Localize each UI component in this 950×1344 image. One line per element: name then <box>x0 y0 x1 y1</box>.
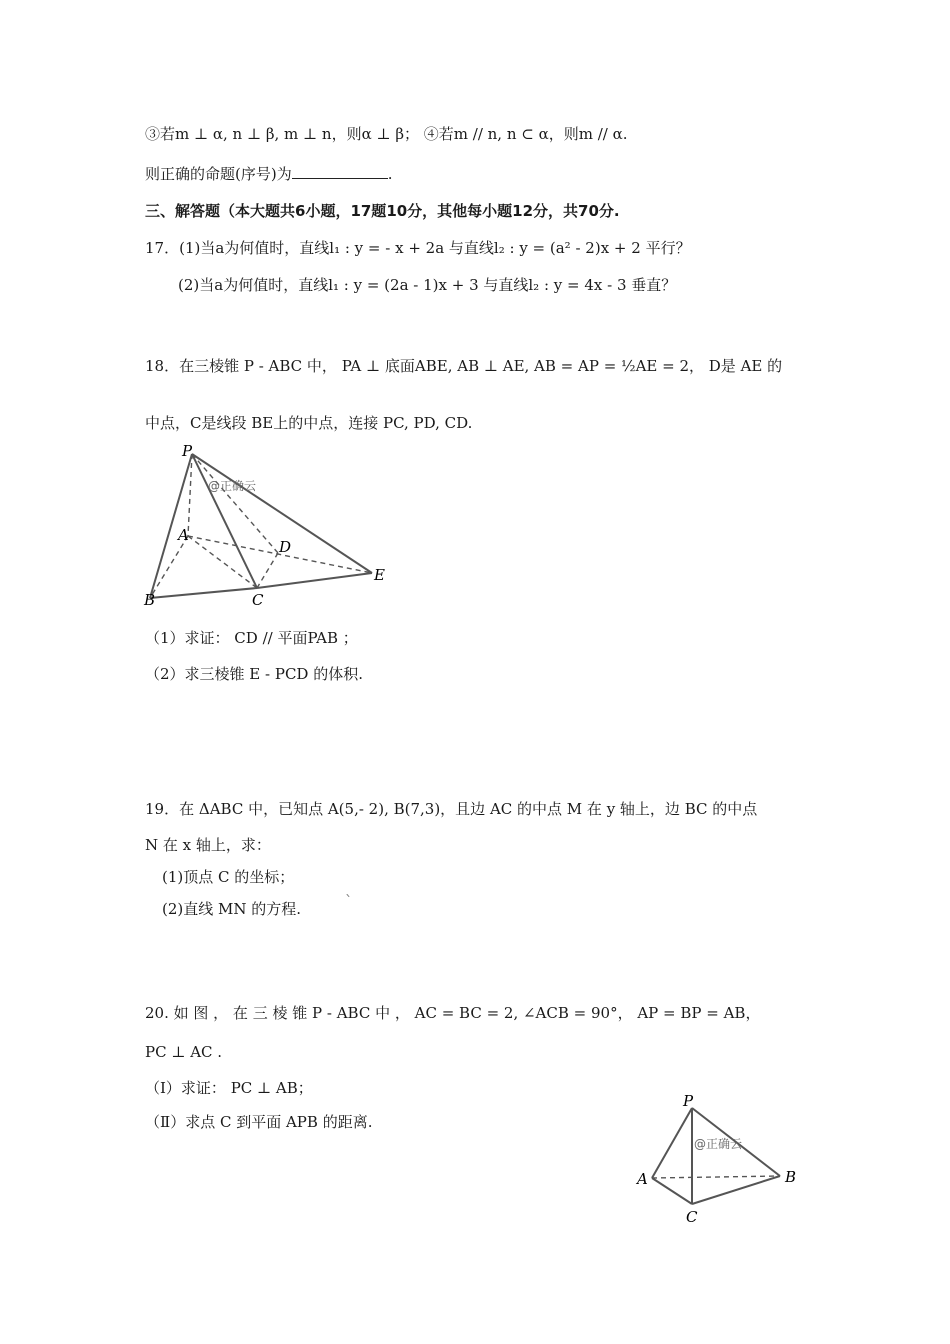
edge-ce <box>257 573 372 588</box>
q19-line2: N 在 x 轴上，求： <box>145 836 271 854</box>
q19-sub1: (1)顶点 C 的坐标； <box>162 868 295 886</box>
label-p: P <box>182 442 193 460</box>
q18-sub2: （2）求三棱锥 E - PCD 的体积. <box>145 665 363 683</box>
label-e: E <box>374 566 385 584</box>
q18-figure <box>140 442 400 612</box>
q16-line1: ③若m ⊥ α, n ⊥ β, m ⊥ n，则α ⊥ β； ④若m // n, n ⊂ α，则m // α. <box>145 125 628 143</box>
q20-line1: 20. 如 图 ， 在 三 棱 锥 P - ABC 中 ， AC = BC = 2, ∠ACB = 90°， AP = BP = AB， <box>145 1004 761 1022</box>
label-b: B <box>144 591 156 609</box>
label-d: D <box>279 538 292 556</box>
watermark: @正确云 <box>208 479 257 493</box>
edge-cb <box>692 1176 780 1204</box>
label-c: C <box>686 1208 698 1226</box>
edge-bc <box>150 588 257 598</box>
q16-line2-prefix: 则正确的命题(序号)为 <box>145 165 292 183</box>
label-p: P <box>683 1092 694 1110</box>
q18-sub1: （1）求证： CD // 平面PAB ； <box>145 629 358 647</box>
edge-ab <box>652 1176 780 1178</box>
q16-line2 <box>145 163 393 184</box>
q17-line2: (2)当a为何值时，直线l₁ : y = (2a - 1)x + 3 与直线l₂ : y = 4x - 3 垂直？ <box>178 276 677 294</box>
edge-pa <box>652 1108 692 1178</box>
label-a: A <box>178 526 189 544</box>
section-title: 三、解答题（本大题共6小题，17题10分，其他每小题12分，共70分. <box>145 202 620 220</box>
q19-sub2: (2)直线 MN 的方程. <box>162 900 302 918</box>
q18-line2: 中点，C是线段 BE上的中点，连接 PC, PD, CD. <box>145 414 473 432</box>
watermark: @正确云 <box>694 1137 743 1151</box>
q16-line2-suffix: . <box>387 165 393 183</box>
q20-sub2: （Ⅱ）求点 C 到平面 APB 的距离. <box>145 1113 373 1131</box>
edge-ac <box>188 536 257 588</box>
q19-line1: 19．在 ΔABC 中，已知点 A(5,- 2), B(7,3)，且边 AC 的中点 M 在 y 轴上，边 BC 的中点 <box>145 800 758 818</box>
q18-line1: 18．在三棱锥 P - ABC 中， PA ⊥ 底面ABE, AB ⊥ AE, AB = AP = ½AE = 2， D是 AE 的 <box>145 357 783 375</box>
edge-ac <box>652 1178 692 1204</box>
label-a: A <box>637 1170 648 1188</box>
label-b: B <box>785 1168 797 1186</box>
q17-line1: 17．(1)当a为何值时，直线l₁ : y = - x + 2a 与直线l₂ : y = (a² - 2)x + 2 平行？ <box>145 239 691 257</box>
label-c: C <box>252 591 264 609</box>
edge-dc <box>257 553 278 588</box>
q20-sub1: （Ⅰ）求证： PC ⊥ AB； <box>145 1079 313 1097</box>
q20-line2: PC ⊥ AC . <box>145 1043 223 1061</box>
edge-pc <box>192 454 257 588</box>
edge-ab <box>150 536 188 598</box>
answer-blank <box>292 164 388 179</box>
q20-figure <box>630 1090 810 1230</box>
stray-mark: ` <box>345 892 353 910</box>
